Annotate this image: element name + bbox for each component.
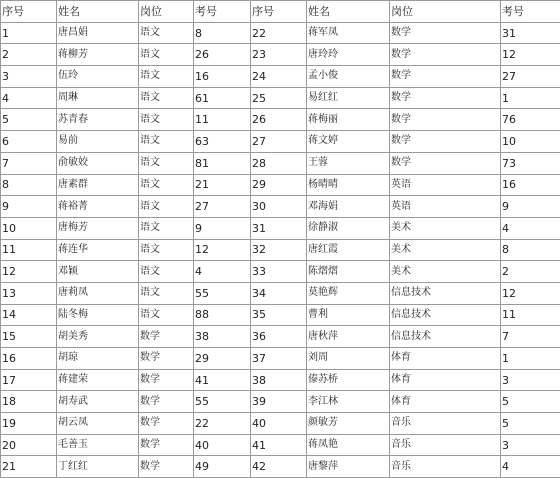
post-cell: 语文	[139, 304, 194, 326]
name-cell: 孟小俊	[307, 66, 390, 88]
name-cell: 蒋柳芳	[57, 44, 139, 66]
exam-no-cell: 8	[501, 239, 560, 261]
exam-no-cell: 40	[194, 434, 251, 456]
seq-cell: 7	[1, 152, 57, 174]
seq-cell: 17	[1, 369, 57, 391]
name-cell: 唐秋萍	[307, 326, 390, 348]
seq-cell: 6	[1, 131, 57, 153]
name-cell: 易前	[57, 131, 139, 153]
exam-no-cell: 27	[194, 196, 251, 218]
post-cell: 数学	[139, 434, 194, 456]
table-row	[1, 391, 560, 413]
table-row	[1, 131, 560, 153]
name-cell: 蒋军凤	[307, 22, 390, 44]
post-cell: 语文	[139, 131, 194, 153]
table-row	[1, 22, 560, 44]
exam-no-cell: 55	[194, 391, 251, 413]
exam-no-cell: 5	[501, 413, 560, 435]
post-cell: 体育	[390, 369, 501, 391]
table-row	[1, 282, 560, 304]
seq-cell: 20	[1, 434, 57, 456]
table-row	[1, 261, 560, 283]
post-cell: 语文	[139, 44, 194, 66]
post-cell: 数学	[139, 391, 194, 413]
post-cell: 语文	[139, 109, 194, 131]
post-cell: 数学	[139, 413, 194, 435]
exam-no-cell: 88	[194, 304, 251, 326]
name-cell: 易红红	[307, 87, 390, 109]
exam-no-cell: 1	[501, 348, 560, 370]
table-row	[1, 44, 560, 66]
exam-no-cell: 16	[194, 66, 251, 88]
exam-no-cell: 26	[194, 44, 251, 66]
seq-cell: 11	[1, 239, 57, 261]
name-cell: 胡寿武	[57, 391, 139, 413]
table-row	[1, 217, 560, 239]
header-exam-no: 考号	[501, 1, 560, 23]
exam-no-cell: 63	[194, 131, 251, 153]
post-cell: 信息技术	[390, 304, 501, 326]
post-cell: 语文	[139, 87, 194, 109]
name-cell: 俞敏姣	[57, 152, 139, 174]
exam-no-cell: 4	[194, 261, 251, 283]
exam-no-cell: 11	[194, 109, 251, 131]
name-cell: 唐素群	[57, 174, 139, 196]
post-cell: 美术	[390, 261, 501, 283]
name-cell: 胡美秀	[57, 326, 139, 348]
post-cell: 语文	[139, 66, 194, 88]
table-row	[1, 239, 560, 261]
seq-cell: 21	[1, 456, 57, 478]
name-cell: 徐静淑	[307, 217, 390, 239]
name-cell: 毛善玉	[57, 434, 139, 456]
table-row	[1, 413, 560, 435]
name-cell: 唐莉凤	[57, 282, 139, 304]
seq-cell: 35	[251, 304, 307, 326]
seq-cell: 3	[1, 66, 57, 88]
seq-cell: 15	[1, 326, 57, 348]
post-cell: 音乐	[390, 434, 501, 456]
post-cell: 音乐	[390, 456, 501, 478]
name-cell: 唐黎萍	[307, 456, 390, 478]
post-cell: 数学	[139, 326, 194, 348]
name-cell: 李江林	[307, 391, 390, 413]
post-cell: 语文	[139, 261, 194, 283]
seq-cell: 42	[251, 456, 307, 478]
exam-no-cell: 81	[194, 152, 251, 174]
header-post: 岗位	[139, 1, 194, 23]
name-cell: 蒋建荣	[57, 369, 139, 391]
seq-cell: 34	[251, 282, 307, 304]
seq-cell: 31	[251, 217, 307, 239]
exam-no-cell: 22	[194, 413, 251, 435]
name-cell: 邓颖	[57, 261, 139, 283]
name-cell: 丁红红	[57, 456, 139, 478]
table-row	[1, 196, 560, 218]
exam-no-cell: 1	[501, 87, 560, 109]
post-cell: 语文	[139, 239, 194, 261]
post-cell: 英语	[390, 196, 501, 218]
exam-no-cell: 41	[194, 369, 251, 391]
table-row	[1, 348, 560, 370]
seq-cell: 4	[1, 87, 57, 109]
exam-no-cell: 29	[194, 348, 251, 370]
seq-cell: 9	[1, 196, 57, 218]
exam-no-cell: 21	[194, 174, 251, 196]
post-cell: 语文	[139, 22, 194, 44]
name-cell: 陆冬梅	[57, 304, 139, 326]
seq-cell: 16	[1, 348, 57, 370]
name-cell: 莫艳辉	[307, 282, 390, 304]
exam-no-cell: 73	[501, 152, 560, 174]
post-cell: 数学	[390, 22, 501, 44]
post-cell: 数学	[139, 456, 194, 478]
name-cell: 蒋梅丽	[307, 109, 390, 131]
table-row	[1, 66, 560, 88]
header-exam-no: 考号	[194, 1, 251, 23]
name-cell: 蒋连华	[57, 239, 139, 261]
table-row	[1, 434, 560, 456]
table-row	[1, 152, 560, 174]
exam-no-cell: 12	[501, 44, 560, 66]
header-seq: 序号	[1, 1, 57, 23]
name-cell: 刘周	[307, 348, 390, 370]
post-cell: 数学	[390, 131, 501, 153]
post-cell: 数学	[390, 87, 501, 109]
header-seq: 序号	[251, 1, 307, 23]
header-post: 岗位	[390, 1, 501, 23]
exam-no-cell: 4	[501, 217, 560, 239]
post-cell: 数学	[390, 109, 501, 131]
post-cell: 体育	[390, 391, 501, 413]
post-cell: 信息技术	[390, 282, 501, 304]
seq-cell: 30	[251, 196, 307, 218]
name-cell: 蒋文婷	[307, 131, 390, 153]
table-row	[1, 109, 560, 131]
post-cell: 语文	[139, 196, 194, 218]
table-row	[1, 304, 560, 326]
seq-cell: 32	[251, 239, 307, 261]
exam-no-cell: 38	[194, 326, 251, 348]
seq-cell: 37	[251, 348, 307, 370]
name-cell: 唐昌娟	[57, 22, 139, 44]
exam-no-cell: 49	[194, 456, 251, 478]
exam-no-cell: 16	[501, 174, 560, 196]
seq-cell: 33	[251, 261, 307, 283]
post-cell: 美术	[390, 217, 501, 239]
name-cell: 颜敏芳	[307, 413, 390, 435]
header-name: 姓名	[307, 1, 390, 23]
seq-cell: 38	[251, 369, 307, 391]
name-cell: 苏青春	[57, 109, 139, 131]
table-row	[1, 174, 560, 196]
name-cell: 周琳	[57, 87, 139, 109]
exam-no-cell: 3	[501, 369, 560, 391]
post-cell: 语文	[139, 152, 194, 174]
seq-cell: 19	[1, 413, 57, 435]
exam-no-cell: 76	[501, 109, 560, 131]
post-cell: 数学	[390, 44, 501, 66]
name-cell: 唐红霞	[307, 239, 390, 261]
seq-cell: 40	[251, 413, 307, 435]
name-cell: 唐玲玲	[307, 44, 390, 66]
post-cell: 体育	[390, 348, 501, 370]
name-cell: 胡云凤	[57, 413, 139, 435]
header-row	[1, 1, 560, 23]
exam-no-cell: 61	[194, 87, 251, 109]
seq-cell: 26	[251, 109, 307, 131]
seq-cell: 23	[251, 44, 307, 66]
post-cell: 数学	[139, 348, 194, 370]
post-cell: 语文	[139, 282, 194, 304]
name-cell: 伍玲	[57, 66, 139, 88]
seq-cell: 28	[251, 152, 307, 174]
exam-no-cell: 9	[501, 196, 560, 218]
exam-no-cell: 31	[501, 22, 560, 44]
seq-cell: 10	[1, 217, 57, 239]
table-row	[1, 326, 560, 348]
seq-cell: 39	[251, 391, 307, 413]
seq-cell: 5	[1, 109, 57, 131]
exam-no-cell: 12	[194, 239, 251, 261]
name-cell: 胡琼	[57, 348, 139, 370]
name-cell: 陈熠熠	[307, 261, 390, 283]
post-cell: 数学	[390, 152, 501, 174]
seq-cell: 27	[251, 131, 307, 153]
table-row	[1, 369, 560, 391]
exam-no-cell: 10	[501, 131, 560, 153]
seq-cell: 1	[1, 22, 57, 44]
exam-no-cell: 5	[501, 391, 560, 413]
exam-no-cell: 27	[501, 66, 560, 88]
name-cell: 蒋凤艳	[307, 434, 390, 456]
name-cell: 唐梅芳	[57, 217, 139, 239]
post-cell: 信息技术	[390, 326, 501, 348]
seq-cell: 29	[251, 174, 307, 196]
seq-cell: 18	[1, 391, 57, 413]
post-cell: 数学	[390, 66, 501, 88]
seq-cell: 14	[1, 304, 57, 326]
exam-no-cell: 8	[194, 22, 251, 44]
exam-no-cell: 11	[501, 304, 560, 326]
name-cell: 蒋裕菁	[57, 196, 139, 218]
seq-cell: 22	[251, 22, 307, 44]
seq-cell: 24	[251, 66, 307, 88]
exam-no-cell: 55	[194, 282, 251, 304]
post-cell: 语文	[139, 174, 194, 196]
seq-cell: 25	[251, 87, 307, 109]
exam-no-cell: 9	[194, 217, 251, 239]
exam-no-cell: 12	[501, 282, 560, 304]
name-cell: 杨晴晴	[307, 174, 390, 196]
name-cell: 曹利	[307, 304, 390, 326]
seq-cell: 41	[251, 434, 307, 456]
post-cell: 语文	[139, 217, 194, 239]
table-row	[1, 87, 560, 109]
post-cell: 音乐	[390, 413, 501, 435]
name-cell: 傣苏桥	[307, 369, 390, 391]
exam-no-cell: 3	[501, 434, 560, 456]
seq-cell: 8	[1, 174, 57, 196]
seq-cell: 36	[251, 326, 307, 348]
seq-cell: 13	[1, 282, 57, 304]
seq-cell: 12	[1, 261, 57, 283]
table-row	[1, 456, 560, 478]
post-cell: 美术	[390, 239, 501, 261]
exam-no-cell: 4	[501, 456, 560, 478]
roster-body	[1, 1, 560, 478]
exam-no-cell: 2	[501, 261, 560, 283]
post-cell: 数学	[139, 369, 194, 391]
post-cell: 英语	[390, 174, 501, 196]
name-cell: 邓海娟	[307, 196, 390, 218]
seq-cell: 2	[1, 44, 57, 66]
header-name: 姓名	[57, 1, 139, 23]
name-cell: 王蓉	[307, 152, 390, 174]
exam-no-cell: 7	[501, 326, 560, 348]
